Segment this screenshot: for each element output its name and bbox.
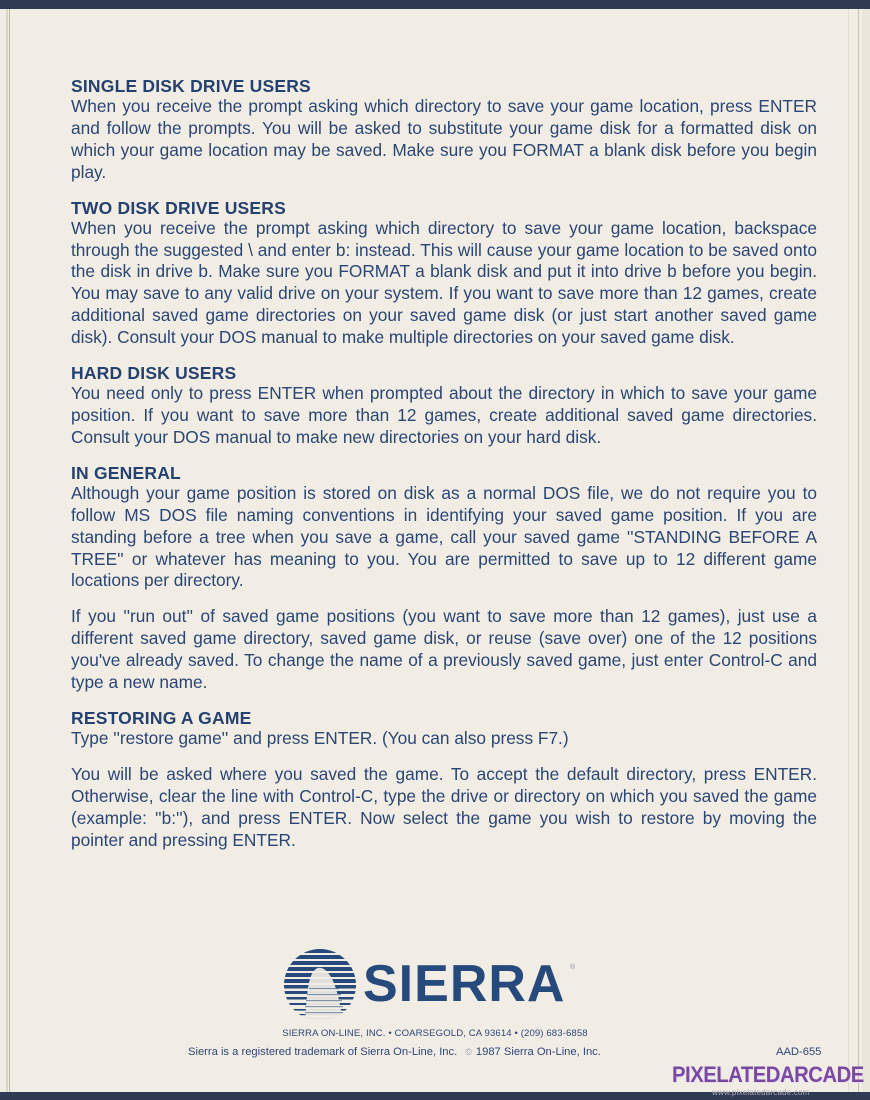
section-heading: IN GENERAL bbox=[71, 462, 181, 483]
section-paragraph: You will be asked where you saved the game. To accept the default directory, press ENTER. Otherwise, clear the line with Control-C, type the drive or directory on which you saved the game (example: ''b:''), and press ENTER. Now select the game you wish to restore by moving the pointer and pressing ENTER. bbox=[71, 763, 817, 850]
sierra-wordmark: SIERRA bbox=[363, 955, 566, 1013]
section-heading: SINGLE DISK DRIVE USERS bbox=[71, 76, 311, 96]
copyright-notice: 1987 Sierra On-Line, Inc. bbox=[475, 1046, 601, 1058]
watermark-logo: PIXELATEDARCADE bbox=[672, 1062, 864, 1087]
page-edge-left-fold bbox=[9, 9, 10, 1092]
section-hard-disk bbox=[71, 363, 817, 449]
manual-text bbox=[71, 76, 817, 865]
section-two-disk bbox=[71, 198, 817, 349]
section-paragraph: You need only to press ENTER when prompted about the directory in which to save your game position. If you want to save more than 12 games, create additional saved game directories. Consult your DOS manual to make new directories on your hard disk. bbox=[71, 383, 817, 447]
company-address: SIERRA ON-LINE, INC. • COARSEGOLD, CA 93614 • (209) 683-6858 bbox=[282, 1028, 588, 1039]
sierra-logo bbox=[283, 948, 593, 1023]
legal-notice bbox=[188, 1046, 601, 1058]
section-heading: RESTORING A GAME bbox=[71, 707, 252, 728]
section-single-disk bbox=[71, 76, 817, 184]
page-edge-left bbox=[6, 9, 8, 1092]
copyright-symbol: © bbox=[465, 1047, 472, 1057]
section-heading: TWO DISK DRIVE USERS bbox=[71, 197, 286, 218]
scan-background-top bbox=[0, 0, 870, 9]
sierra-mountain-sun-icon bbox=[283, 948, 357, 1022]
section-paragraph: When you receive the prompt asking which directory to save your game location, press ENTER and follow the prompts. You will be asked to substitute your game disk for a formatted disk on which your game location may be saved. Make sure you FORMAT a blank disk before you begin play. bbox=[71, 96, 817, 182]
registered-mark: ® bbox=[570, 964, 576, 971]
product-code: AAD-655 bbox=[776, 1046, 822, 1058]
section-paragraph: When you receive the prompt asking which directory to save your game location, backspace through the suggested \ and enter b: instead. This will cause your game location to be saved onto the disk in drive b. Make sure you FORMAT a blank disk and put it into drive b before you begin. You may save to any valid drive on your system. If you want to save more than 12 games, create additional saved game directories on your saved game disk (or just start another saved game disk). Consult your DOS manual to make multiple directories on your saved game disk. bbox=[71, 217, 817, 348]
section-in-general bbox=[71, 463, 817, 694]
page-edge-right-flap bbox=[862, 9, 870, 1092]
trademark-notice: Sierra is a registered trademark of Sierra On-Line, Inc. bbox=[188, 1046, 458, 1058]
section-heading: HARD DISK USERS bbox=[71, 363, 237, 384]
section-restoring bbox=[71, 708, 817, 852]
page-edge-right bbox=[848, 9, 849, 1092]
section-paragraph: Although your game position is stored on disk as a normal DOS file, we do not require you to follow MS DOS file naming conventions in identifying your saved game position. If you are standing before a tree when you save a game, call your saved game ''STANDING BEFORE A TREE'' or whatever has meaning to you. You are permitted to save up to 12 different game locations per directory. bbox=[71, 482, 817, 591]
page-edge-right-fold bbox=[858, 9, 859, 1092]
section-paragraph: If you ''run out'' of saved game positions (you want to save more than 12 games), just use a different saved game directory, saved game disk, or reuse (save over) one of the 12 positions you've already saved. To change the name of a previously saved game, just enter Control-C and type a new name. bbox=[71, 606, 817, 693]
section-paragraph: Type ''restore game'' and press ENTER. (You can also press F7.) bbox=[71, 727, 569, 748]
watermark-url: www.pixelatedarcade.com bbox=[712, 1088, 810, 1097]
